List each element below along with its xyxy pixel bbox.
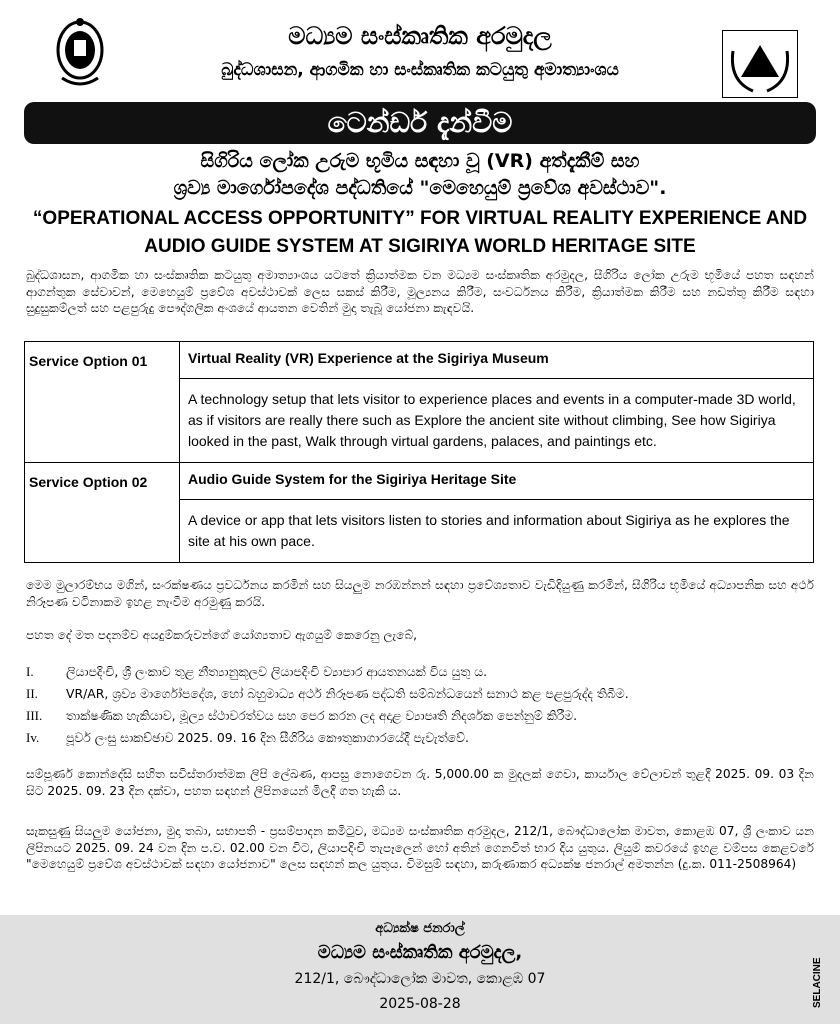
documents-paragraph: සම්පූර්ණ කොන්දේසි සහිත සවිස්තරාත්මක ලිපි ලේඛණ, ආපසු නොගෙවන රු. 5,000.00 ක මුදලක් ගෙවා, කාර්යාල වේලාවන් තුළදී 2025. 09. 03 දින සිට 2025. 09. 23 දින දක්වා, පහත සඳහන් ලිපිනයෙන් මිලදී ගත හැකි ය. <box>26 767 814 798</box>
objective-paragraph: මෙම මුලාරම්භය මගින්, සංරක්ෂණය ප්‍රවර්ධනය කරමින් සහ සියලුම නරඹන්නන් සඳහා ප්‍රවේශ්‍යතාව වැඩිදියුණු කරමින්, සීගිරිය භූමියේ අධ්‍යාපනික සහ අර්ථ නිරූපණ වටිනාකම ඉහළ නැංවීම අරමුණු කරයි. <box>26 578 814 609</box>
list-text: ලියාපදිංචි, ශ්‍රී ලංකාව තුළ නීත්‍යානුකූලව ලියාපදිංචි ව්‍යාපාර ආයතනයක් විය යුතු ය. <box>66 664 488 679</box>
list-number: III. <box>26 708 43 723</box>
service-option-title: Virtual Reality (VR) Experience at the Sigiriya Museum <box>180 342 814 379</box>
service-option-description: A technology setup that lets visitor to experience places and events in a computer-made 3D world, as if visitors are really there such as Explore the ancient site without climbing, See how Sigiriya looked in the past, Walk through virtual gardens, palaces, and paintings etc. <box>180 379 814 463</box>
submission-paragraph: සැකසුණු සියලුම යෝජනා, මුදා තබා, සභාපති - ප්‍රසම්පාදන කමිටුව, මධ්‍යම සංස්කෘතික අරමුදල, 212/1, බෞද්ධාලෝක මාවත, කොළඹ 07, ශ්‍රී ලංකාව යන ලිපිනයට 2025. 09. 24 වන දින ප.ව. 02.00 වන විට, ලියාපදිංචි තැපෑලෙන් හෝ අතින් ගෙනවිත් භාර දිය යුතුය. ලියුම් කවරයේ ඉහළ වම්පස කෙළවරේ "මෙහෙයුම් ප්‍රවේශ අවස්ථාවක් සඳහා යෝජනාව" ලෙස සඳහන් කල යුතුය. විමසුම් සඳහා, කරුණාකර අධ්‍යක්ෂ ජනරාල් අමතන්න (දු.ක. 011-2508964) <box>26 824 814 871</box>
list-number: II. <box>26 686 38 701</box>
english-title-line-1: “OPERATIONAL ACCESS OPPORTUNITY” FOR VIRTUAL REALITY EXPERIENCE AND <box>32 208 808 229</box>
table-row <box>25 342 814 379</box>
list-item <box>26 686 816 708</box>
footer-designation: අධ්‍යක්ෂ ජනරාල් <box>375 921 465 936</box>
header <box>0 0 840 100</box>
table-row <box>25 463 814 500</box>
list-text: VR/AR, ශ්‍රව්‍ය මාර්ගෝපදේශ, හෝ බහුමාධ්‍ය අර්ථ නිරූපණ පද්ධති සම්බන්ධයෙන් සනාථ කළ පළපුරුද්ද තිබීම. <box>66 686 629 701</box>
evaluation-intro: පහත දේ මත පදනම්ව අයදුම්කරුවන්ගේ යෝග්‍යතාව ඇගයුම් කෙරෙනු ලැබේ, <box>26 628 418 642</box>
credit-text: SELACINE <box>812 957 823 1008</box>
list-item <box>26 730 816 752</box>
service-option-title: Audio Guide System for the Sigiriya Heritage Site <box>180 463 814 500</box>
intro-paragraph: බුද්ධශාසන, ආගමික හා සංස්කෘතික කටයුතු අමාත්‍යාංශය යටතේ ක්‍රියාත්මක වන මධ්‍යම සංස්කෘතික අරමුදල, සීගිරිය ලෝක උරුම භූමියේ පහත සඳහන් ආගන්තුක සේවාවන්, මෙහෙයුම් ප්‍රවේශ අවස්ථාවක් ලෙස සකස් කිරීම, මූල්‍යනය කිරීම, සංවර්ධනය කිරීම, ක්‍රියාත්මක කිරීම සහ නඩත්තු කිරීම සඳහා සුදුසුකම්ලත් සහ පළපුරුදු පෞද්ගලික අංශයේ ආයතන වෙතින් මුදා තැබූ යෝජනා කැඳවයි. <box>26 268 814 315</box>
subtitle-line-2: ශ්‍රව්‍ය මාර්ගෝපදේශ පද්ධතියේ "මෙහෙයුම් ප්‍රවේශ අවස්ථාව". <box>173 177 667 199</box>
footer-organization: මධ්‍යම සංස්කෘතික අරමුදල, <box>317 942 523 963</box>
list-item <box>26 664 816 686</box>
list-item <box>26 708 816 730</box>
list-text: පූර්ව ලංසු සාකච්ඡාව 2025. 09. 16 දින සීගිරිය කෞතුකාගාරයේදී පැවැත්වේ. <box>66 730 469 745</box>
service-options-table <box>24 341 814 563</box>
footer <box>0 915 840 1024</box>
criteria-list <box>26 664 816 752</box>
service-option-label: Service Option 02 <box>25 463 180 563</box>
ministry-name: බුද්ධශාසන, ආගමික හා සංස්කෘතික කටයුතු අමාත්‍යාංශය <box>221 60 619 80</box>
list-number: Iv. <box>26 730 40 745</box>
english-title-line-2: AUDIO GUIDE SYSTEM AT SIGIRIYA WORLD HERITAGE SITE <box>144 236 696 257</box>
footer-date: 2025-08-28 <box>379 996 461 1012</box>
service-option-label: Service Option 01 <box>25 342 180 463</box>
organization-name: මධ්‍යම සංස්කෘතික අරමුදල <box>288 22 552 50</box>
ccf-logo-icon <box>722 30 798 98</box>
footer-address: 212/1, බෞද්ධාලෝක මාවත, කොළඹ 07 <box>294 971 546 987</box>
list-text: තාක්ෂණික හැකියාව, මූල්‍ය ස්ථාවරත්වය සහ පෙර කරන ලද අදාළ ව්‍යාපෘති නිදර්ශක පෙන්නුම් කිරීම. <box>66 708 578 723</box>
selacine-credit-icon <box>800 930 830 1010</box>
list-number: I. <box>26 664 34 679</box>
tender-notice-banner: ටෙන්ඩර් දැන්වීම <box>24 102 816 144</box>
subtitle-line-1: සිගිරිය ලෝක උරුම භූමිය සඳහා වූ (VR) අත්දැකීම් සහ <box>200 150 640 172</box>
service-option-description: A device or app that lets visitors listen to stories and information about Sigiriya as he explores the site at his own pace. <box>180 500 814 563</box>
